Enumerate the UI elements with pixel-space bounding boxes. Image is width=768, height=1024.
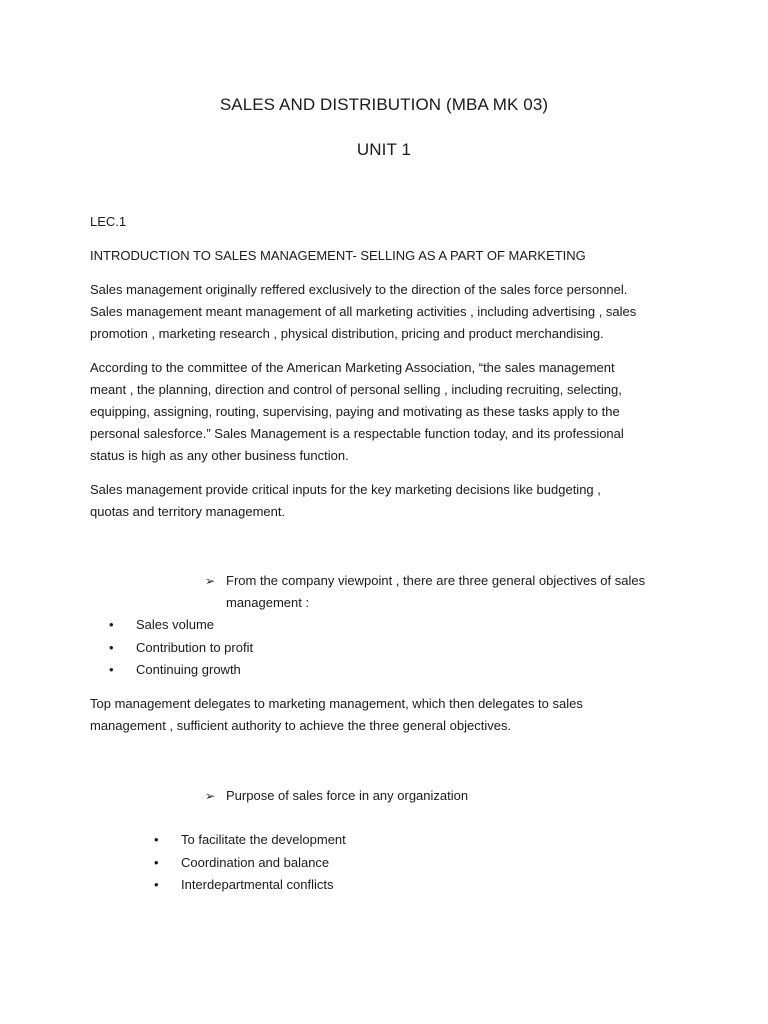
list-item: • Contribution to profit <box>136 637 253 660</box>
bullet-icon: • <box>154 832 159 847</box>
bullet-icon: • <box>109 662 114 677</box>
arrow-point-purpose <box>205 785 705 807</box>
arrow-bullet-icon: ➢ <box>205 789 216 803</box>
paragraph-ama-definition: According to the committee of the American Marketing Association, “the sales management meant , the planning, direction and control of personal selling , including recruiting, selecting, equipping, assigning, routing, supervising, paying and motivating as these tasks apply to the personal salesforce.” Sales Management is a respectable function today, and its professional status is high as any other business function. <box>90 360 624 463</box>
bullet-icon: • <box>109 639 114 655</box>
section-heading: INTRODUCTION TO SALES MANAGEMENT- SELLING AS A PART OF MARKETING <box>90 248 586 263</box>
document-title: SALES AND DISTRIBUTION (MBA MK 03) <box>219 95 549 114</box>
arrow-bullet-icon: ➢ <box>205 574 216 588</box>
bullet-icon: • <box>154 854 159 870</box>
list-item: • To facilitate the development <box>181 829 346 852</box>
arrow-point-text: From the company viewpoint , there are three general objectives of sales management : <box>226 573 646 610</box>
bullet-icon: • <box>154 877 159 892</box>
paragraph-definition: Sales management originally reffered exclusively to the direction of the sales force personnel. Sales management meant management of all marketing activities , including advertising , sales promotion , marketing research , physical distribution, pricing and product merchandising. <box>90 282 637 341</box>
bullet-icon: • <box>109 617 114 632</box>
purposes-list <box>154 829 346 897</box>
arrow-point-objectives <box>205 570 705 614</box>
list-item: • Sales volume <box>136 614 253 637</box>
paragraph-delegation: Top management delegates to marketing management, which then delegates to sales management , sufficient authority to achieve the three general objectives. <box>90 696 583 733</box>
arrow-point-text: Purpose of sales force in any organization <box>226 788 469 803</box>
list-item: • Coordination and balance <box>181 852 346 875</box>
list-item: • Interdepartmental conflicts <box>181 874 346 897</box>
paragraph-critical-inputs: Sales management provide critical inputs for the key marketing decisions like budgeting , quotas and territory management. <box>90 482 601 519</box>
list-item: • Continuing growth <box>136 659 253 682</box>
objectives-list <box>109 614 254 682</box>
lecture-label: LEC.1 <box>90 214 127 229</box>
unit-heading: UNIT 1 <box>356 140 412 159</box>
